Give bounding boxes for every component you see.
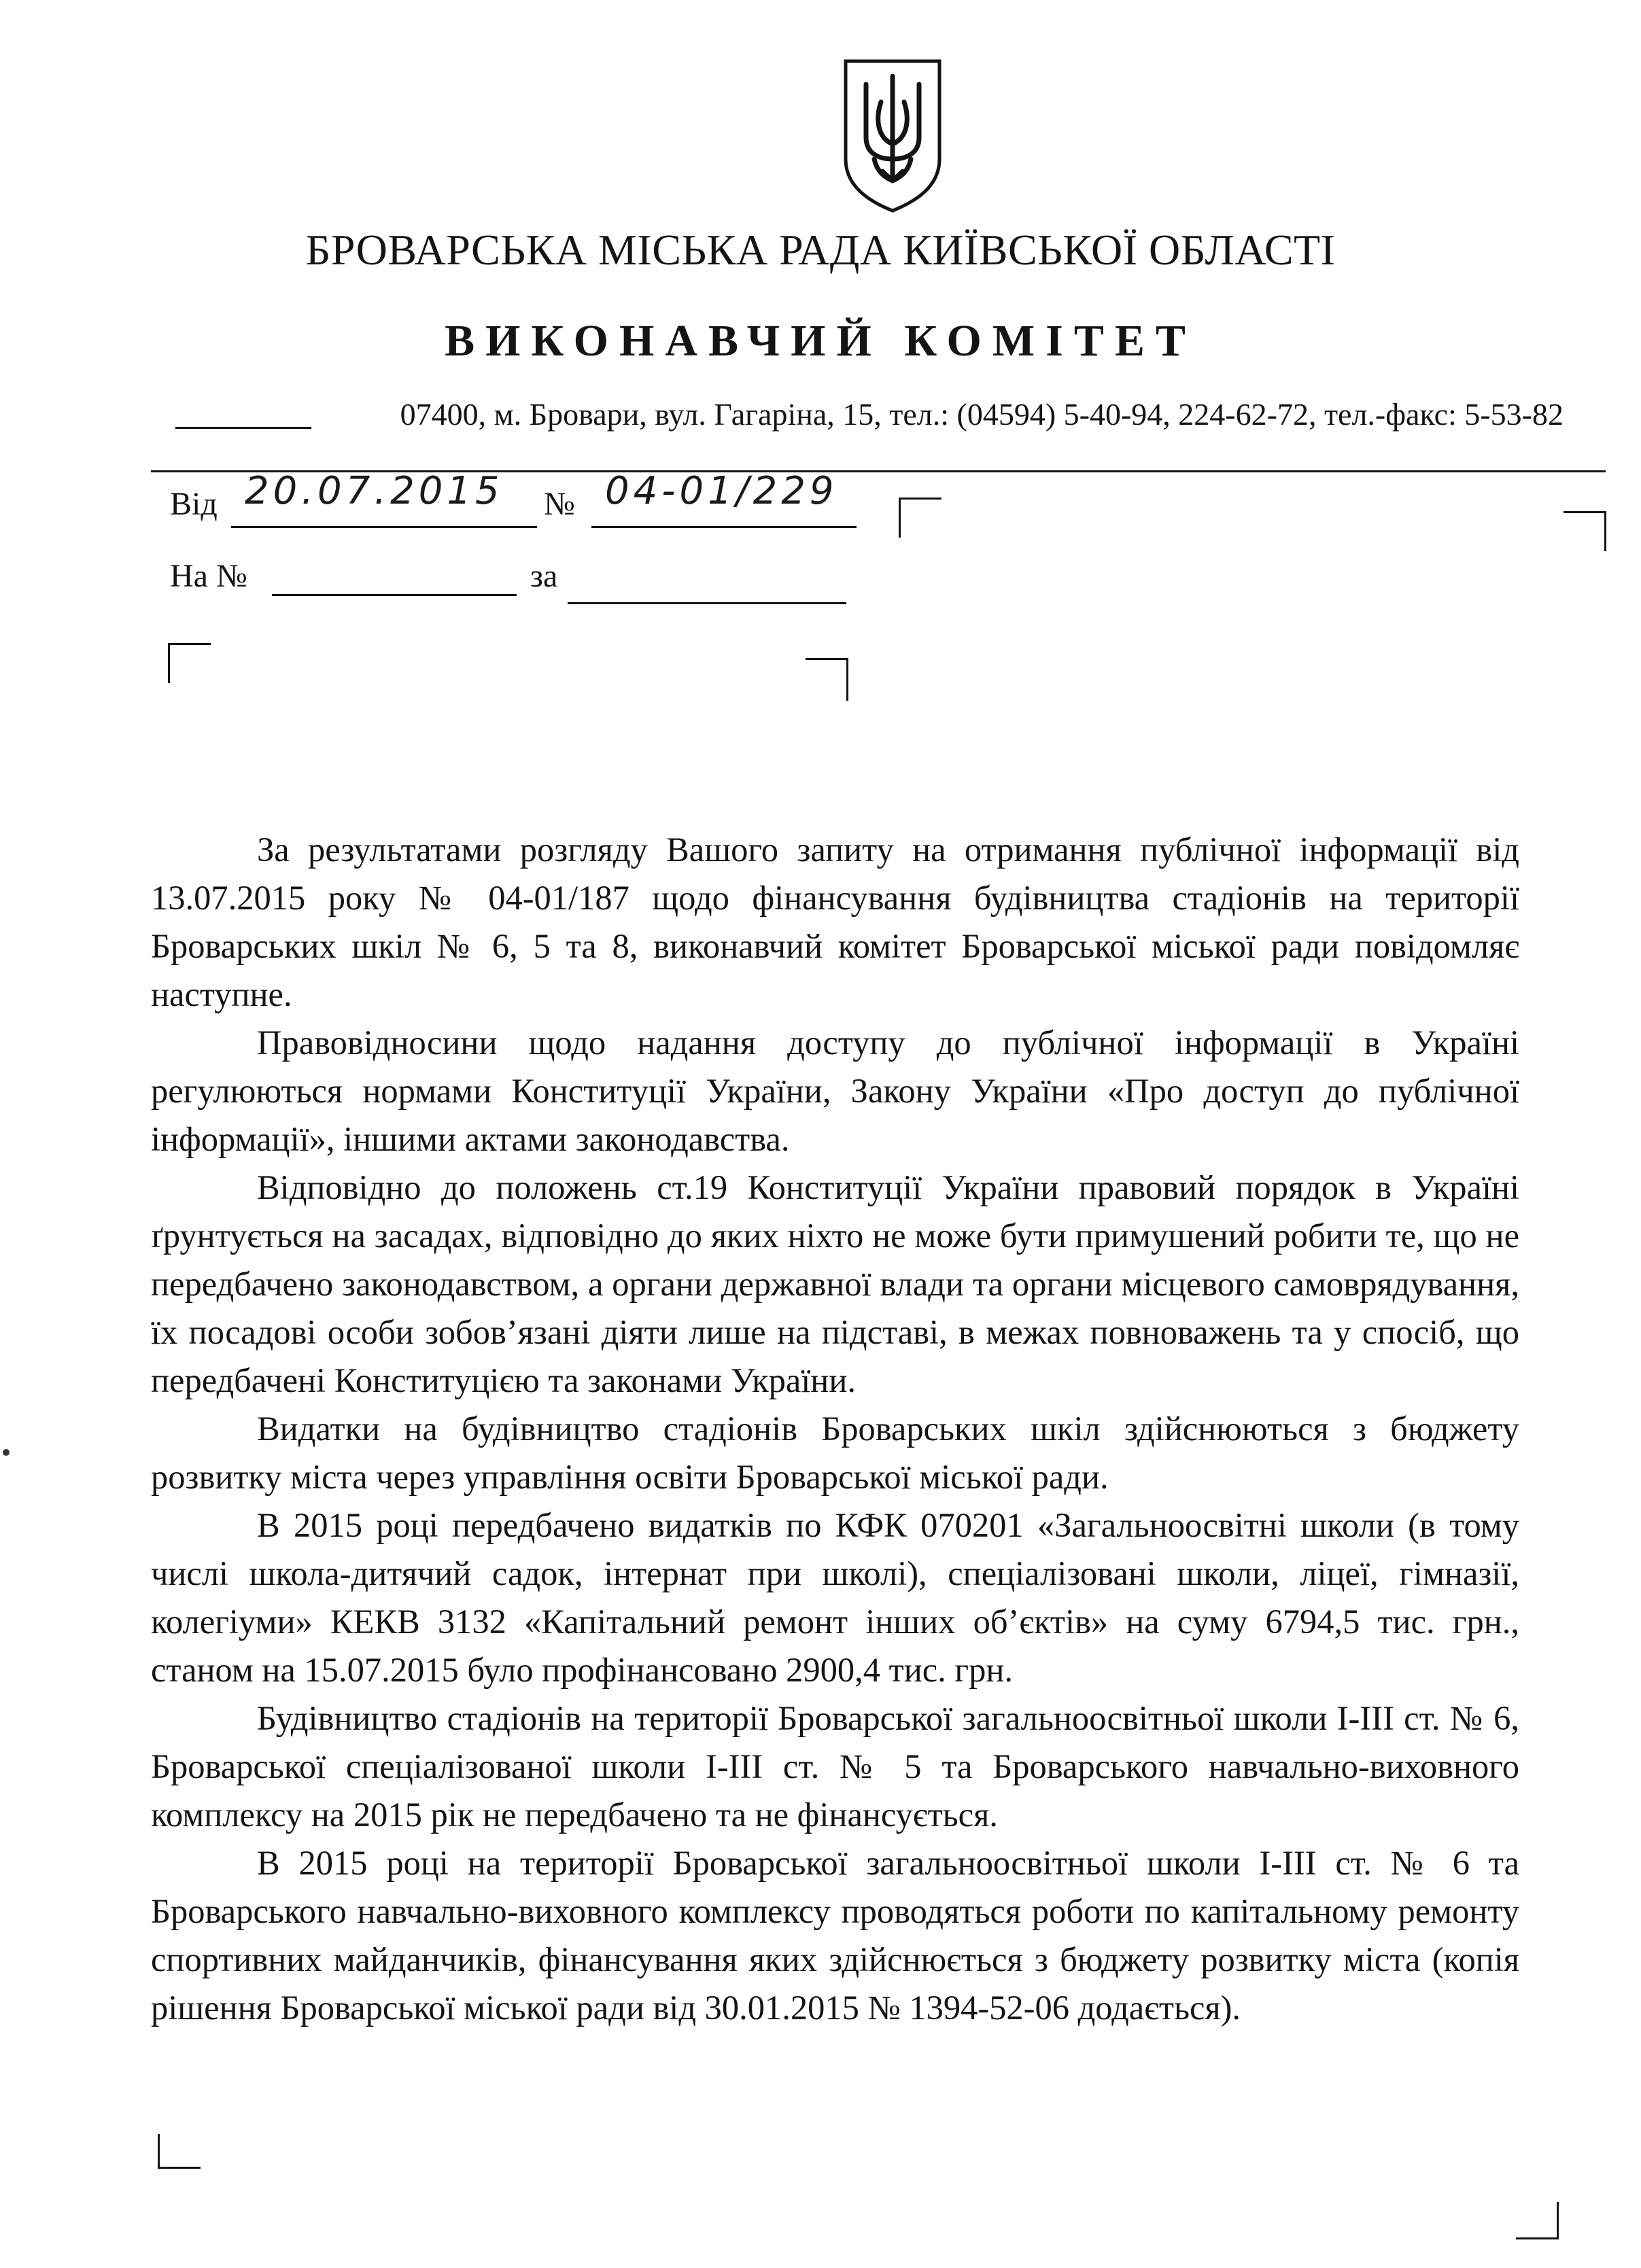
address-line: 07400, м. Бровари, вул. Гагаріна, 15, тел.: (04594) 5-40-94, 224-62-72, тел.-факс: 5-53-82: [400, 397, 1564, 432]
handwritten-number: 04-01/229: [605, 469, 838, 513]
reply-underline: [272, 594, 517, 596]
date-underline: [231, 526, 537, 528]
handwritten-date: 20.07.2015: [245, 469, 504, 513]
za-underline: [568, 602, 846, 604]
paragraph-7: В 2015 році на території Броварської загальноосвітньої школи І-ІІІ ст. № 6 та Броварського навчально-виховного комплексу проводяться роботи по капітальному ремонту спортивних майданчиків, фінансування яких здійснюється з бюджету розвитку міста (копія рішення Броварської міської ради від 30.01.2015 № 1394-52-06 додається).: [151, 1844, 1519, 2027]
corner-mark-mid-left: [168, 643, 211, 683]
paragraph-3: Відповідно до положень ст.19 Конституції України правовий порядок в Україні ґрунтується на засадах, відповідно до яких ніхто не може бути примушений робити те, що не передбачено законодавством, а органи державної влади та органи місцевого самоврядування, їх посадові особи зобов’язані діяти лише на підставі, в межах повноважень та у спосіб, що передбачені Конституцією та законами України.: [151, 1168, 1519, 1399]
paragraph-4: Видатки на будівництво стадіонів Броварських шкіл здійснюються з бюджету розвитку міста через управління освіти Броварської міської ради.: [151, 1410, 1519, 1496]
letter-body: [151, 826, 1519, 2032]
from-label: Від: [170, 486, 218, 522]
paragraph-2: Правовідносини щодо надання доступу до публічної інформації в Україні регулюються нормами Конституції України, Закону України «Про доступ до публічної інформації», іншими актами законодавства.: [151, 1024, 1519, 1158]
paragraph-6: Будівництво стадіонів на території Броварської загальноосвітньої школи І-ІІІ ст. № 6, Броварської спеціалізованої школи І-ІІІ ст. № 5 та Броварського навчально-виховного комплексу на 2015 рік не передбачено та не фінансується.: [151, 1699, 1519, 1834]
paragraph-5: В 2015 році передбачено видатків по КФК 070201 «Загальноосвітні школи (в тому числі школа-дитячий садок, інтернат при школі), спеціалізовані школи, ліцеї, гімназії, колегіуми» КЕКВ 3132 «Капітальний ремонт інших об’єктів» на суму 6794,5 тис. грн., станом на 15.07.2015 було профінансовано 2900,4 тис. грн.: [151, 1506, 1519, 1689]
reply-label: На №: [170, 558, 247, 594]
corner-mark-bottom-right: [1516, 2202, 1559, 2239]
council-title: БРОВАРСЬКА МІСЬКА РАДА КИЇВСЬКОЇ ОБЛАСТІ: [305, 226, 1336, 274]
coat-of-arms-icon: [842, 57, 944, 213]
number-underline: [591, 526, 857, 528]
corner-mark-top-left: [899, 498, 942, 538]
corner-mark-top-right: [1564, 511, 1606, 551]
number-label: №: [544, 486, 575, 522]
committee-title: ВИКОНАВЧИЙ КОМІТЕТ: [445, 316, 1196, 366]
corner-mark-mid-right: [806, 658, 848, 701]
paragraph-1: За результатами розгляду Вашого запиту на отримання публічної інформації від 13.07.2015 року № 04-01/187 щодо фінансування будівництва стадіонів на території Броварських шкіл № 6, 5 та 8, виконавчий комітет Броварської міської ради повідомляє наступне.: [151, 831, 1519, 1013]
za-label: за: [530, 558, 558, 594]
corner-mark-bottom-left: [158, 2134, 201, 2169]
scan-dot: [3, 1449, 10, 1456]
header-divider: [175, 427, 311, 429]
